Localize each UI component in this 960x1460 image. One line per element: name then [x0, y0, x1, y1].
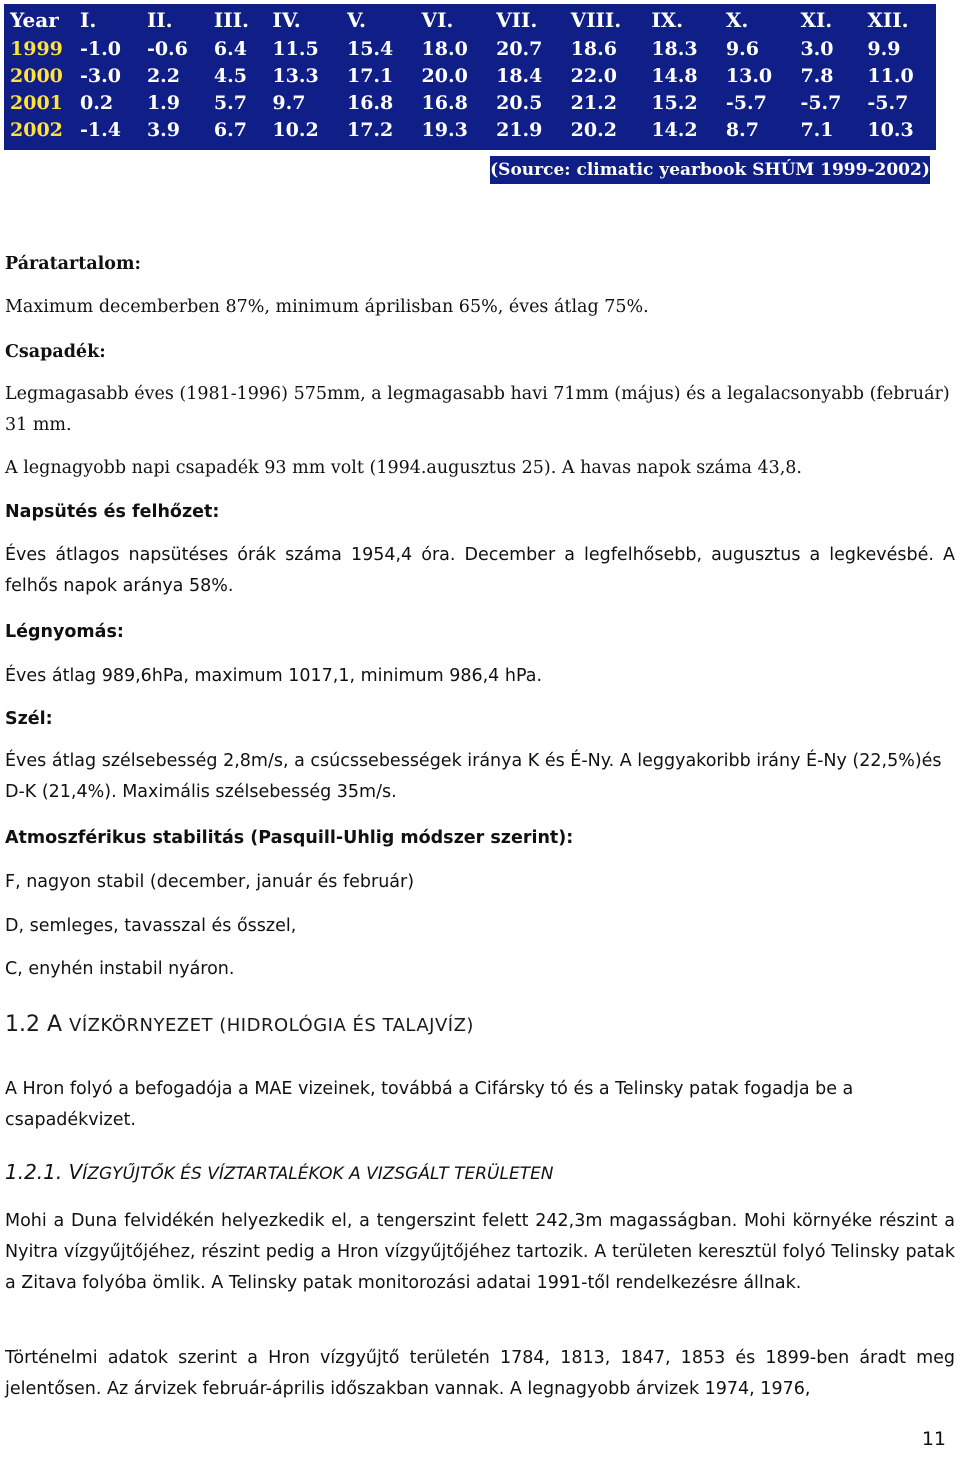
- month-header: XII.: [867, 7, 909, 32]
- napsutes-text: Éves átlagos napsütéses órák száma 1954,4 óra. December a legfelhősebb, augusztus a legkevésbé. A felhős napok aránya 58%.: [5, 545, 955, 596]
- temperature-cell: 18.4: [496, 65, 543, 87]
- month-header: XI.: [800, 7, 833, 32]
- temperature-cell: -3.0: [80, 65, 121, 87]
- paratartalom-text: Maximum decemberben 87%, minimum áprilisban 65%, éves átlag 75%.: [5, 297, 649, 317]
- temperature-cell: -1.0: [80, 38, 121, 60]
- hron-text: A Hron folyó a befogadója a MAE vizeinek, továbbá a Cifársky tó és a Telinsky patak fogadja be a csapadékvizet.: [5, 1079, 854, 1130]
- table-header-row: [4, 4, 936, 36]
- temperature-cell: 20.7: [496, 38, 543, 60]
- temperature-cell: 20.2: [570, 119, 617, 141]
- atmo-c: C, enyhén instabil nyáron.: [5, 959, 235, 979]
- temperature-cell: 17.2: [346, 119, 394, 141]
- temperature-cell: 10.3: [867, 119, 914, 141]
- napsutes-heading: Napsütés és felhőzet:: [5, 502, 220, 522]
- year-cell: 1999: [10, 38, 63, 60]
- subsection-title: ÍZGYŰJTŐK ÉS VÍZTARTALÉKOK A VIZSGÁLT TERÜLETEN: [82, 1164, 554, 1184]
- temperature-cell: 21.9: [496, 119, 543, 141]
- csapadek-text-2: A legnagyobb napi csapadék 93 mm volt (1994.augusztus 25). A havas napok száma 43,8.: [5, 458, 802, 478]
- temperature-cell: 5.7: [213, 92, 247, 114]
- szel-text: Éves átlag szélsebesség 2,8m/s, a csúcssebességek iránya K és É-Ny. A leggyakoribb irány É-Ny (22,5%)és D-K (21,4%). Maximális szélsebesség 35m/s.: [5, 751, 942, 802]
- month-header: III.: [213, 7, 249, 32]
- temperature-cell: 7.8: [800, 65, 834, 87]
- year-cell: 2002: [10, 119, 63, 141]
- month-header: V.: [346, 7, 366, 32]
- csapadek-heading: Csapadék:: [5, 342, 106, 362]
- year-cell: 2000: [10, 65, 63, 87]
- month-header: VI.: [421, 7, 454, 32]
- temperature-cell: -5.7: [867, 92, 909, 114]
- temperature-cell: 4.5: [213, 65, 247, 87]
- temperature-cell: 18.0: [421, 38, 468, 60]
- temperature-cell: 3.0: [800, 38, 834, 60]
- temperature-cell: -5.7: [725, 92, 767, 114]
- atmo-f: F, nagyon stabil (december, január és február): [5, 872, 415, 892]
- temperature-cell: 6.7: [213, 119, 247, 141]
- temperature-cell: 11.5: [272, 38, 319, 60]
- section-title: VÍZKÖRNYEZET (HIDROLÓGIA ÉS TALAJVÍZ): [69, 1015, 474, 1036]
- temperature-cell: 1.9: [146, 92, 181, 114]
- tortenelmi-text: Történelmi adatok szerint a Hron vízgyűjtő területén 1784, 1813, 1847, 1853 és 1899-ben áradt meg jelentősen. Az árvizek február-április időszakban vannak. A legnagyobb árvizek 1974, 1976,: [5, 1348, 955, 1399]
- section-heading-1-2: [5, 1012, 474, 1037]
- temperature-cell: 9.6: [725, 38, 759, 60]
- temperature-cell: 16.8: [421, 92, 468, 114]
- temperature-cell: -1.4: [80, 119, 121, 141]
- table-row: [4, 117, 936, 144]
- atmo-heading: Atmoszférikus stabilitás (Pasquill-Uhlig módszer szerint):: [5, 828, 574, 848]
- paratartalom-heading: Páratartalom:: [5, 254, 141, 274]
- temperature-cell: 15.4: [346, 38, 394, 60]
- temperature-cell: 13.0: [725, 65, 773, 87]
- temperature-cell: 2.2: [146, 65, 181, 87]
- temperature-cell: 10.2: [272, 119, 319, 141]
- temperature-cell: 0.2: [80, 92, 114, 114]
- temperature-cell: 16.8: [346, 92, 394, 114]
- temperature-cell: 22.0: [570, 65, 617, 87]
- temperature-cell: 15.2: [651, 92, 698, 114]
- temperature-cell: -5.7: [800, 92, 842, 114]
- szel-heading: Szél:: [5, 709, 53, 729]
- table-row: [4, 63, 936, 90]
- month-header: X.: [725, 7, 749, 32]
- temperature-cell: 17.1: [346, 65, 394, 87]
- month-header: VIII.: [570, 7, 622, 32]
- month-header: VII.: [496, 7, 538, 32]
- atmo-d: D, semleges, tavasszal és ősszel,: [5, 916, 297, 936]
- temperature-cell: 14.2: [651, 119, 698, 141]
- temperature-cell: 6.4: [213, 38, 247, 60]
- table-source: (Source: climatic yearbook SHÚM 1999-2002): [490, 156, 930, 184]
- table-row: [4, 90, 936, 117]
- temperature-cell: 13.3: [272, 65, 319, 87]
- temperature-table: [4, 4, 936, 150]
- month-header: II.: [146, 7, 173, 32]
- temperature-cell: -0.6: [146, 38, 188, 60]
- legnyomas-heading: Légnyomás:: [5, 622, 124, 642]
- csapadek-text-1: Legmagasabb éves (1981-1996) 575mm, a legmagasabb havi 71mm (május) és a legalacsonyabb (február) 31 mm.: [5, 384, 950, 435]
- temperature-cell: 20.5: [496, 92, 543, 114]
- month-header: I.: [80, 7, 97, 32]
- temperature-cell: 11.0: [867, 65, 914, 87]
- month-header: IV.: [272, 7, 301, 32]
- temperature-cell: 14.8: [651, 65, 698, 87]
- mohi-text: Mohi a Duna felvidékén helyezkedik el, a tengerszint felett 242,3m magasságban. Mohi környéke részint a Nyitra vízgyűjtőjéhez, részint pedig a Hron vízgyűjtőjéhez tartozik. A területen keresztül folyó Telinsky patak a Zitava folyóba ömlik. A Telinsky patak monitorozási adatai 1991-től rendelkezésre állnak.: [5, 1211, 955, 1293]
- legnyomas-text: Éves átlag 989,6hPa, maximum 1017,1, minimum 986,4 hPa.: [5, 666, 543, 686]
- temperature-cell: 7.1: [800, 119, 834, 141]
- temperature-cell: 18.3: [651, 38, 698, 60]
- temperature-cell: 20.0: [421, 65, 468, 87]
- section-number: 1.2 A: [5, 1012, 70, 1037]
- temperature-cell: 18.6: [570, 38, 617, 60]
- temperature-cell: 19.3: [421, 119, 468, 141]
- temperature-cell: 21.2: [570, 92, 617, 114]
- temperature-cell: 3.9: [146, 119, 181, 141]
- temperature-cell: 9.9: [867, 38, 901, 60]
- year-cell: 2001: [10, 92, 63, 114]
- year-header: Year: [10, 7, 59, 32]
- subsection-number: 1.2.1. V: [5, 1160, 83, 1184]
- temperature-cell: 9.7: [272, 92, 306, 114]
- temperature-cell: 8.7: [725, 119, 759, 141]
- section-heading-1-2-1: [5, 1160, 554, 1184]
- table-row: [4, 36, 936, 63]
- month-header: IX.: [651, 7, 684, 32]
- page-number: 11: [921, 1428, 946, 1450]
